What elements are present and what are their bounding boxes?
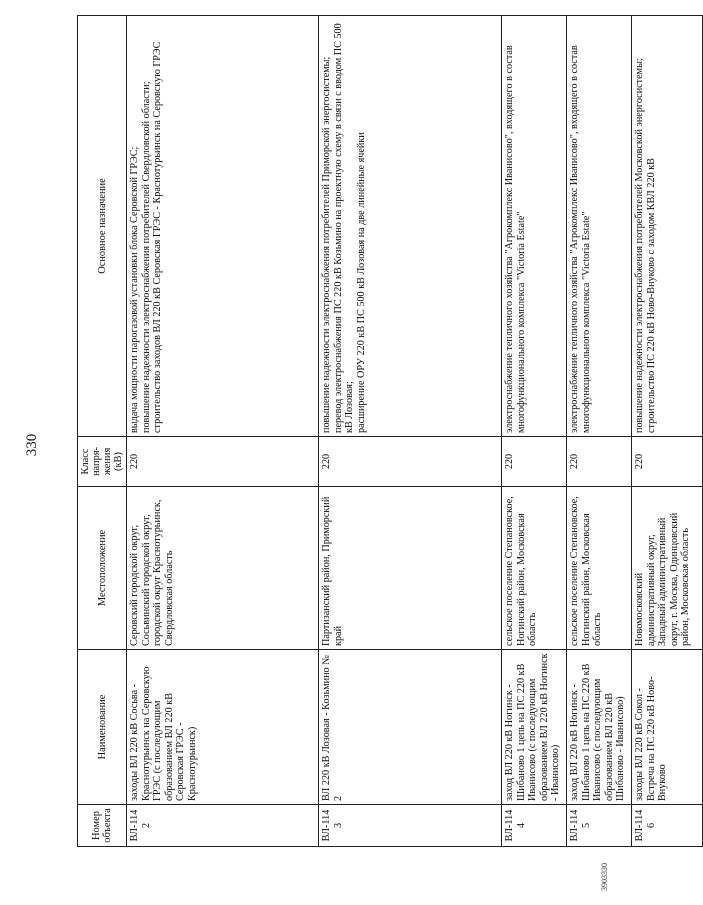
object-voltage: 220	[127, 437, 319, 487]
object-name: заход ВЛ 220 кВ Ногинск - Шибаново 1 цепь на ПС 220 кВ Иванисово (с последующим образованием ВЛ 220 кВ Шибаново - Иванисово)	[567, 650, 632, 805]
object-name: заходы ВЛ 220 кВ Сокол - Встреча на ПС 220 кВ Ново-Внуково	[632, 650, 703, 805]
object-voltage: 220	[632, 437, 703, 487]
header-voltage: Класс напря-жения (кВ)	[78, 437, 127, 487]
object-location: Партизанский район, Приморский край	[319, 487, 502, 650]
object-voltage: 220	[319, 437, 502, 487]
object-purpose	[567, 16, 632, 437]
table-row	[502, 16, 567, 847]
table-row	[319, 16, 502, 847]
header-number: Номер объекта	[78, 805, 127, 847]
object-name: заходы ВЛ 220 кВ Сосьва - Краснотурьинск на Серовскую ГРЭС (с последующим образованием ВЛ 220 кВ Серовская ГРЭС - Краснотурьинск)	[127, 650, 319, 805]
purpose-line: перевод электроснабжения ПС 220 кВ Козьмино на проектную схему в связи с вводом ПС 500 кВ Лозовая;	[332, 23, 356, 433]
header-location: Местоположение	[78, 487, 127, 650]
header-purpose: Основное назначение	[78, 16, 127, 437]
table-row	[632, 16, 703, 847]
object-location: сельское поселение Степановское, Ногинский район, Московская область	[502, 487, 567, 650]
purpose-line: выдача мощности парогазовой установки блока Серовской ГРЭС;	[129, 146, 140, 433]
table-row	[567, 16, 632, 847]
document-code: 3903330	[600, 863, 609, 891]
object-purpose	[319, 16, 502, 437]
object-number: ВЛ-1143	[319, 805, 502, 847]
object-voltage: 220	[502, 437, 567, 487]
object-purpose	[632, 16, 703, 437]
table-header-row	[78, 16, 127, 847]
object-location: сельское поселение Степановское, Ногинский район, Московская область	[567, 487, 632, 650]
object-number: ВЛ-1144	[502, 805, 567, 847]
object-number: ВЛ-1142	[127, 805, 319, 847]
header-name: Наименование	[78, 650, 127, 805]
purpose-line: электроснабжение тепличного хозяйства "Агрокомплекс Иванисово", входящего в состав многофункционального комплекса "Victoria Estate"	[504, 45, 527, 433]
object-number: ВЛ-1145	[567, 805, 632, 847]
object-location: Новомосковский административный округ, Западный административный округ, г. Москва, Одинцовский район, Московская область	[632, 487, 703, 650]
object-voltage: 220	[567, 437, 632, 487]
purpose-line: повышение надежности электроснабжения потребителей Московской энергосистемы;	[634, 58, 645, 433]
purpose-line: электроснабжение тепличного хозяйства "Агрокомплекс Иванисово", входящего в состав многофункционального комплекса "Victoria Estate"	[569, 45, 592, 433]
object-location: Серовский городской округ, Сосьвинский городской округ, городской округ Краснотурьинск, Свердловская область	[127, 487, 319, 650]
purpose-line: строительство ПС 220 кВ Ново-Внуково с заходом КВЛ 220 кВ	[645, 158, 657, 433]
object-purpose	[127, 16, 319, 437]
objects-table	[77, 15, 703, 847]
purpose-line: расширение ОРУ 220 кВ ПС 500 кВ Лозовая на две линейные ячейки	[355, 132, 367, 433]
object-number: ВЛ-1146	[632, 805, 703, 847]
page-number: 330	[24, 433, 40, 457]
purpose-line: повышение надежности электроснабжения потребителей Свердловской области;	[140, 81, 152, 433]
table-row	[127, 16, 319, 847]
purpose-line: повышение надежности электроснабжения потребителей Приморской энергосистемы;	[321, 56, 332, 433]
object-name: заход ВЛ 220 кВ Ногинск - Шибаново 1 цепь на ПС 220 кВ Иванисово (с последующим образованием ВЛ 220 кВ Ногинск - Иванисово)	[502, 650, 567, 805]
object-name: ВЛ 220 кВ Лозовая - Козьмино № 2	[319, 650, 502, 805]
purpose-line: строительство заходов ВЛ 220 кВ Серовская ГРЭС - Краснотурьинск на Серовскую ГРЭС	[152, 41, 164, 433]
object-purpose	[502, 16, 567, 437]
